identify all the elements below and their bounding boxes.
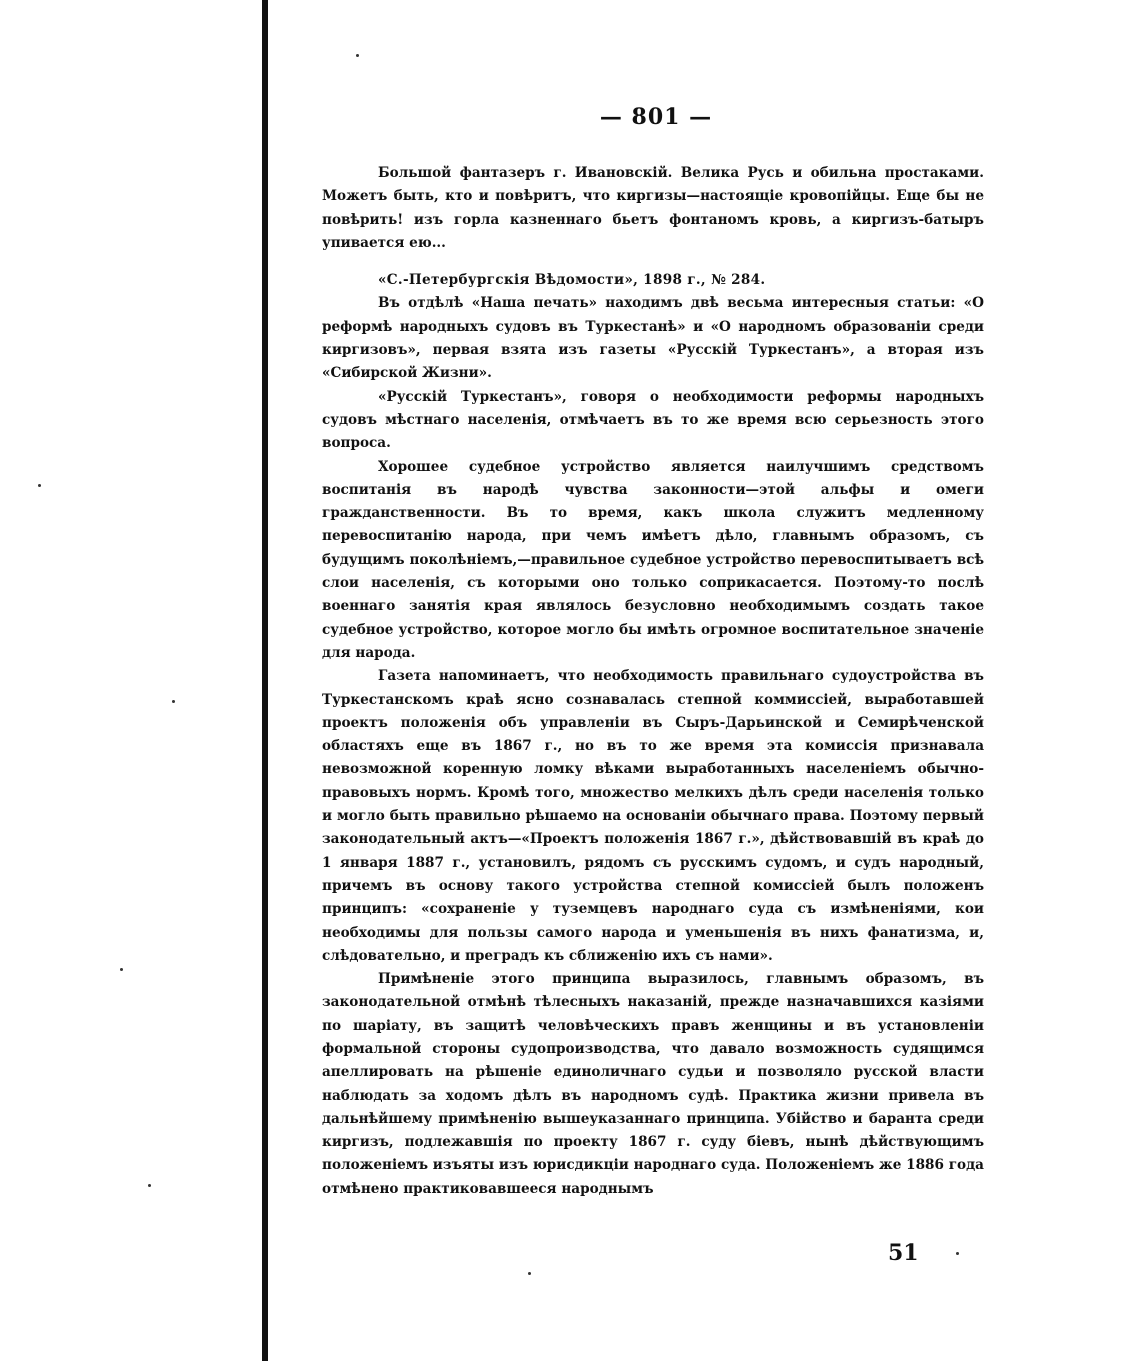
paragraph-7: Примѣненіе этого принципа выразилось, главнымъ образомъ, въ законодательной отмѣнѣ тѣлесныхъ наказаній, прежде назначавшихся казіями по шаріату, въ защитѣ человѣческихъ правъ женщины и въ установленіи формальной стороны судопроизводства, что давало возможность судящимся апеллировать на рѣшеніе единоличнаго судьи и позволяло русской власти наблюдать за ходомъ дѣлъ въ народномъ судѣ. Практика жизни привела въ дальнѣйшему примѣненію вышеуказаннаго принципа. Убійство и баранта среди киргизъ, подлежавшія по проекту 1867 г. суду біевъ, нынѣ дѣйствующимъ положеніемъ изъяты изъ юрисдикціи народнаго суда. Положеніемъ же 1886 года отмѣнено практиковавшееся народнымъ xyxy=(322,971,984,1197)
scan-speck xyxy=(172,700,175,703)
body-text xyxy=(322,162,984,1201)
scan-speck xyxy=(356,54,359,57)
source-citation: «С.-Петербургскія Вѣдомости», 1898 г., № 284. xyxy=(378,272,766,289)
signature-mark: 51 xyxy=(888,1240,919,1266)
paragraph-3: Въ отдѣлѣ «Наша печать» находимъ двѣ весьма интересныя статьи: «О реформѣ народныхъ судовъ въ Туркестанѣ» и «О народномъ образованіи среди киргизовъ», первая взята изъ газеты «Русскій Туркестанъ», а вторая изъ «Сибирской Жизни». xyxy=(322,295,984,382)
paragraph-6: Газета напоминаетъ, что необходимость правильнаго судоустройства въ Туркестанскомъ краѣ ясно сознавалась степной коммиссіей, выработавшей проектъ положенія объ управленіи въ Сыръ-Дарьинской и Семирѣченской областяхъ еще въ 1867 г., но въ то же время эта комиссія признавала невозможной коренную ломку вѣками выработанныхъ населеніемъ обычно-правовыхъ нормъ. Кромѣ того, множество мелкихъ дѣлъ среди населенія только и могло быть правильно рѣшаемо на основаніи обычнаго права. Поэтому первый законодательный актъ—«Проектъ положенія 1867 г.», дѣйствовавшій въ краѣ до 1 января 1887 г., установилъ, рядомъ съ русскимъ судомъ, и судъ народный, причемъ въ основу такого устройства степной комиссіей былъ положенъ принципъ: «сохраненіе у туземцевъ народнаго суда съ измѣненіями, кои необходимы для пользы самого народа и уменьшенія въ нихъ фанатизма, и, слѣдовательно, и преградъ къ сближенію ихъ съ нами». xyxy=(322,668,984,964)
paragraph-4: «Русскій Туркестанъ», говоря о необходимости реформы народныхъ судовъ мѣстнаго населенія, отмѣчаетъ въ то же время всю серьезность этого вопроса. xyxy=(322,388,984,452)
scan-speck xyxy=(120,968,123,971)
scan-speck xyxy=(38,484,41,487)
page-number: — 801 — xyxy=(599,104,713,130)
paragraph-1: Большой фантазеръ г. Ивановскій. Велика Русь и обильна простаками. Можетъ быть, кто и повѣритъ, что киргизы—настоящіе кровопійцы. Еще бы не повѣрить! изъ горла казненнаго бьетъ фонтаномъ кровь, а киргизъ-батыръ упивается ею... xyxy=(322,165,984,251)
paragraph-5: Хорошее судебное устройство является наилучшимъ средствомъ воспитанія въ народѣ чувства законности—этой альфы и омеги гражданственности. Въ то время, какъ школа служитъ медленному перевоспитанію народа, при чемъ имѣетъ дѣло, главнымъ образомъ, съ будущимъ поколѣніемъ,—правильное судебное устройство перевоспитываетъ всѣ слои населенія, съ которыми оно только соприкасается. Поэтому-то послѣ военнаго занятія края являлось безусловно необходимымъ создать такое судебное устройство, которое могло бы имѣть огромное воспитательное значеніе для народа. xyxy=(322,458,984,661)
page-spine-line xyxy=(262,0,268,1361)
scan-speck xyxy=(528,1272,531,1275)
scan-speck xyxy=(148,1184,151,1187)
scan-speck xyxy=(956,1252,959,1255)
